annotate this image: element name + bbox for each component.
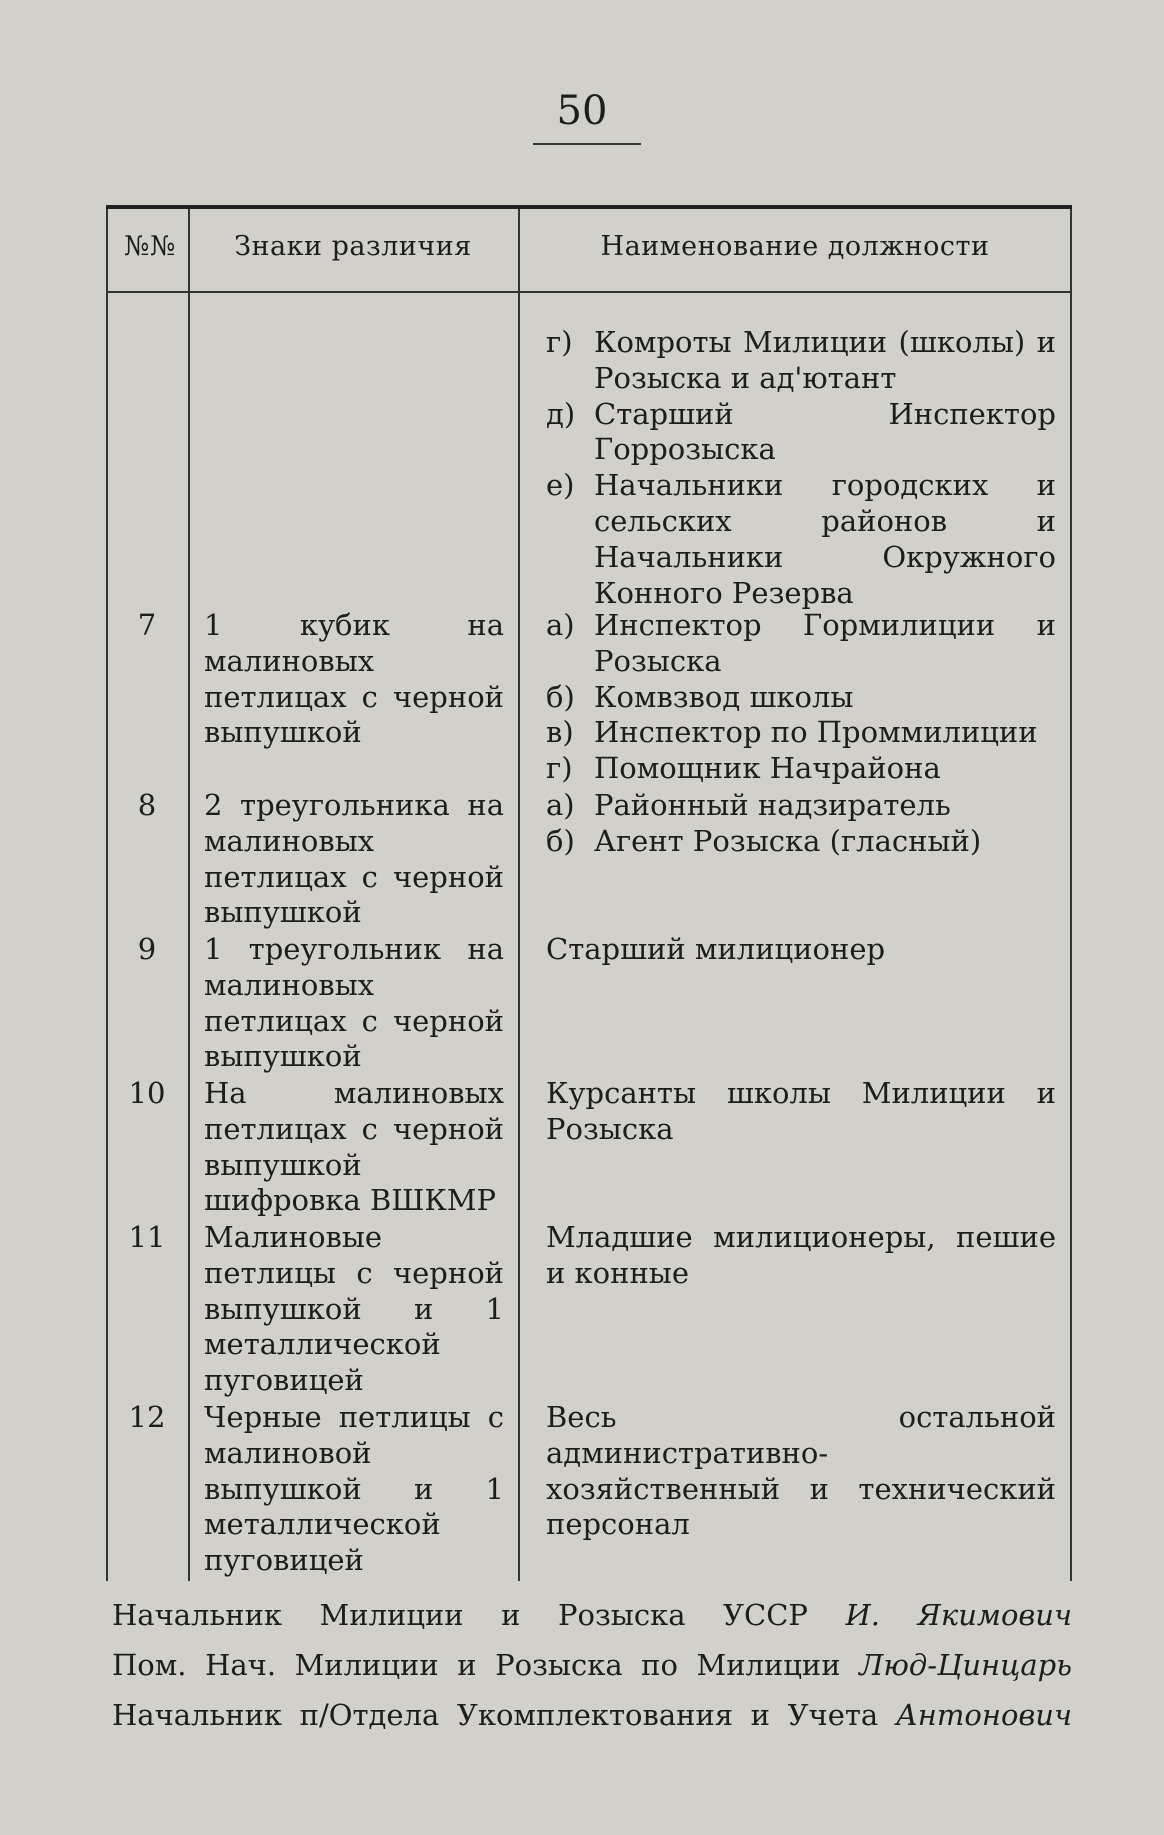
position-text: Помощник Начрайона <box>594 751 941 786</box>
position-text: Инспектор Гормилиции и Розыска <box>594 608 1056 678</box>
position-label: б) <box>546 823 575 858</box>
position-label: в) <box>546 715 574 750</box>
signature-name: И. Якимович <box>845 1598 1072 1632</box>
position-item <box>546 715 1056 751</box>
position-text: Агент Розыска (гласный) <box>594 823 982 858</box>
position-item <box>546 468 1056 611</box>
row-insignia: 2 треугольника на малиновых петлицах с черной выпушкой <box>204 788 504 930</box>
row-positions <box>546 1220 1056 1292</box>
signature-title: Начальник Милиции и Розыска УССР <box>112 1598 808 1632</box>
position-text: Старший милиционер <box>546 932 886 966</box>
row-positions <box>546 608 1056 787</box>
position-label: г) <box>546 751 573 786</box>
position-text: Инспектор по Проммилиции <box>594 715 1038 750</box>
row-number: 9 <box>137 932 157 966</box>
position-item <box>546 608 1056 680</box>
row-number: 7 <box>137 608 157 642</box>
position-item <box>546 932 1056 968</box>
position-item <box>546 824 1056 860</box>
position-item <box>546 1220 1056 1292</box>
signature-line <box>112 1648 1072 1682</box>
position-text: Курсанты школы Милиции и Розыска <box>546 1076 1056 1146</box>
position-label: б) <box>546 679 575 714</box>
position-text: Комроты Милиции (школы) и Розыска и ад'ютант <box>594 325 1056 395</box>
header-number: №№ <box>123 231 177 262</box>
position-item <box>546 788 1056 824</box>
row-positions <box>546 932 1056 968</box>
header-position: Наименование должности <box>600 231 990 262</box>
row-positions <box>546 1400 1056 1543</box>
row-number: 12 <box>128 1400 166 1434</box>
table-row <box>106 325 1072 608</box>
row-positions <box>546 325 1056 611</box>
position-item <box>546 1076 1056 1148</box>
signature-line <box>112 1598 1072 1632</box>
row-insignia: На малиновых петлицах с черной выпушкой шифровка ВШКМР <box>204 1076 504 1218</box>
position-item <box>546 325 1056 397</box>
position-text: Весь остальной административно-хозяйственный и технический персонал <box>546 1400 1056 1542</box>
position-text: Старший Инспектор Горрозыска <box>594 396 1056 467</box>
position-item <box>546 1400 1056 1543</box>
page-number: 50 <box>556 88 608 134</box>
row-insignia: 1 кубик на малиновых петлицах с черной выпушкой <box>204 608 504 750</box>
signature-name: Люд-Цинцарь <box>859 1648 1073 1682</box>
table-row <box>106 1400 1072 1580</box>
signature-name: Антонович <box>895 1698 1072 1732</box>
position-label: г) <box>546 325 573 359</box>
ranks-table <box>106 205 1072 1581</box>
row-positions <box>546 1076 1056 1148</box>
table-row <box>106 788 1072 932</box>
position-label: д) <box>546 396 576 431</box>
table-row <box>106 608 1072 788</box>
row-number: 8 <box>137 788 157 822</box>
position-text: Районный надзиратель <box>594 788 951 822</box>
row-positions <box>546 788 1056 860</box>
position-text: Младшие милиционеры, пешие и конные <box>546 1220 1056 1290</box>
position-label: е) <box>546 468 575 503</box>
position-item <box>546 680 1056 716</box>
row-insignia: 1 треугольник на малиновых петлицах с черной выпушкой <box>204 932 504 1074</box>
position-label: а) <box>546 788 575 822</box>
position-text: Комвзвод школы <box>594 679 854 714</box>
row-number: 11 <box>128 1220 166 1254</box>
header-insignia: Знаки различия <box>234 231 472 262</box>
position-label: а) <box>546 608 575 642</box>
header-rule <box>106 291 1072 293</box>
table-row <box>106 932 1072 1076</box>
position-text: Начальники городских и сельских районов и Начальники Окружного Конного Резерва <box>594 468 1056 610</box>
row-insignia: Малиновые петлицы с черной выпушкой и 1 металлической пуговицей <box>204 1220 504 1398</box>
position-item <box>546 751 1056 787</box>
position-item <box>546 397 1056 469</box>
row-insignia: Черные петлицы с малиновой выпушкой и 1 металлической пуговицей <box>204 1400 504 1578</box>
row-number: 10 <box>128 1076 166 1110</box>
signature-title: Начальник п/Отдела Укомплектования и Учета <box>112 1698 879 1732</box>
signature-title: Пом. Нач. Милиции и Розыска по Милиции <box>112 1648 841 1682</box>
table-row <box>106 1220 1072 1400</box>
page-number-rule <box>533 143 641 145</box>
table-row <box>106 1076 1072 1220</box>
signature-line <box>112 1698 1072 1732</box>
